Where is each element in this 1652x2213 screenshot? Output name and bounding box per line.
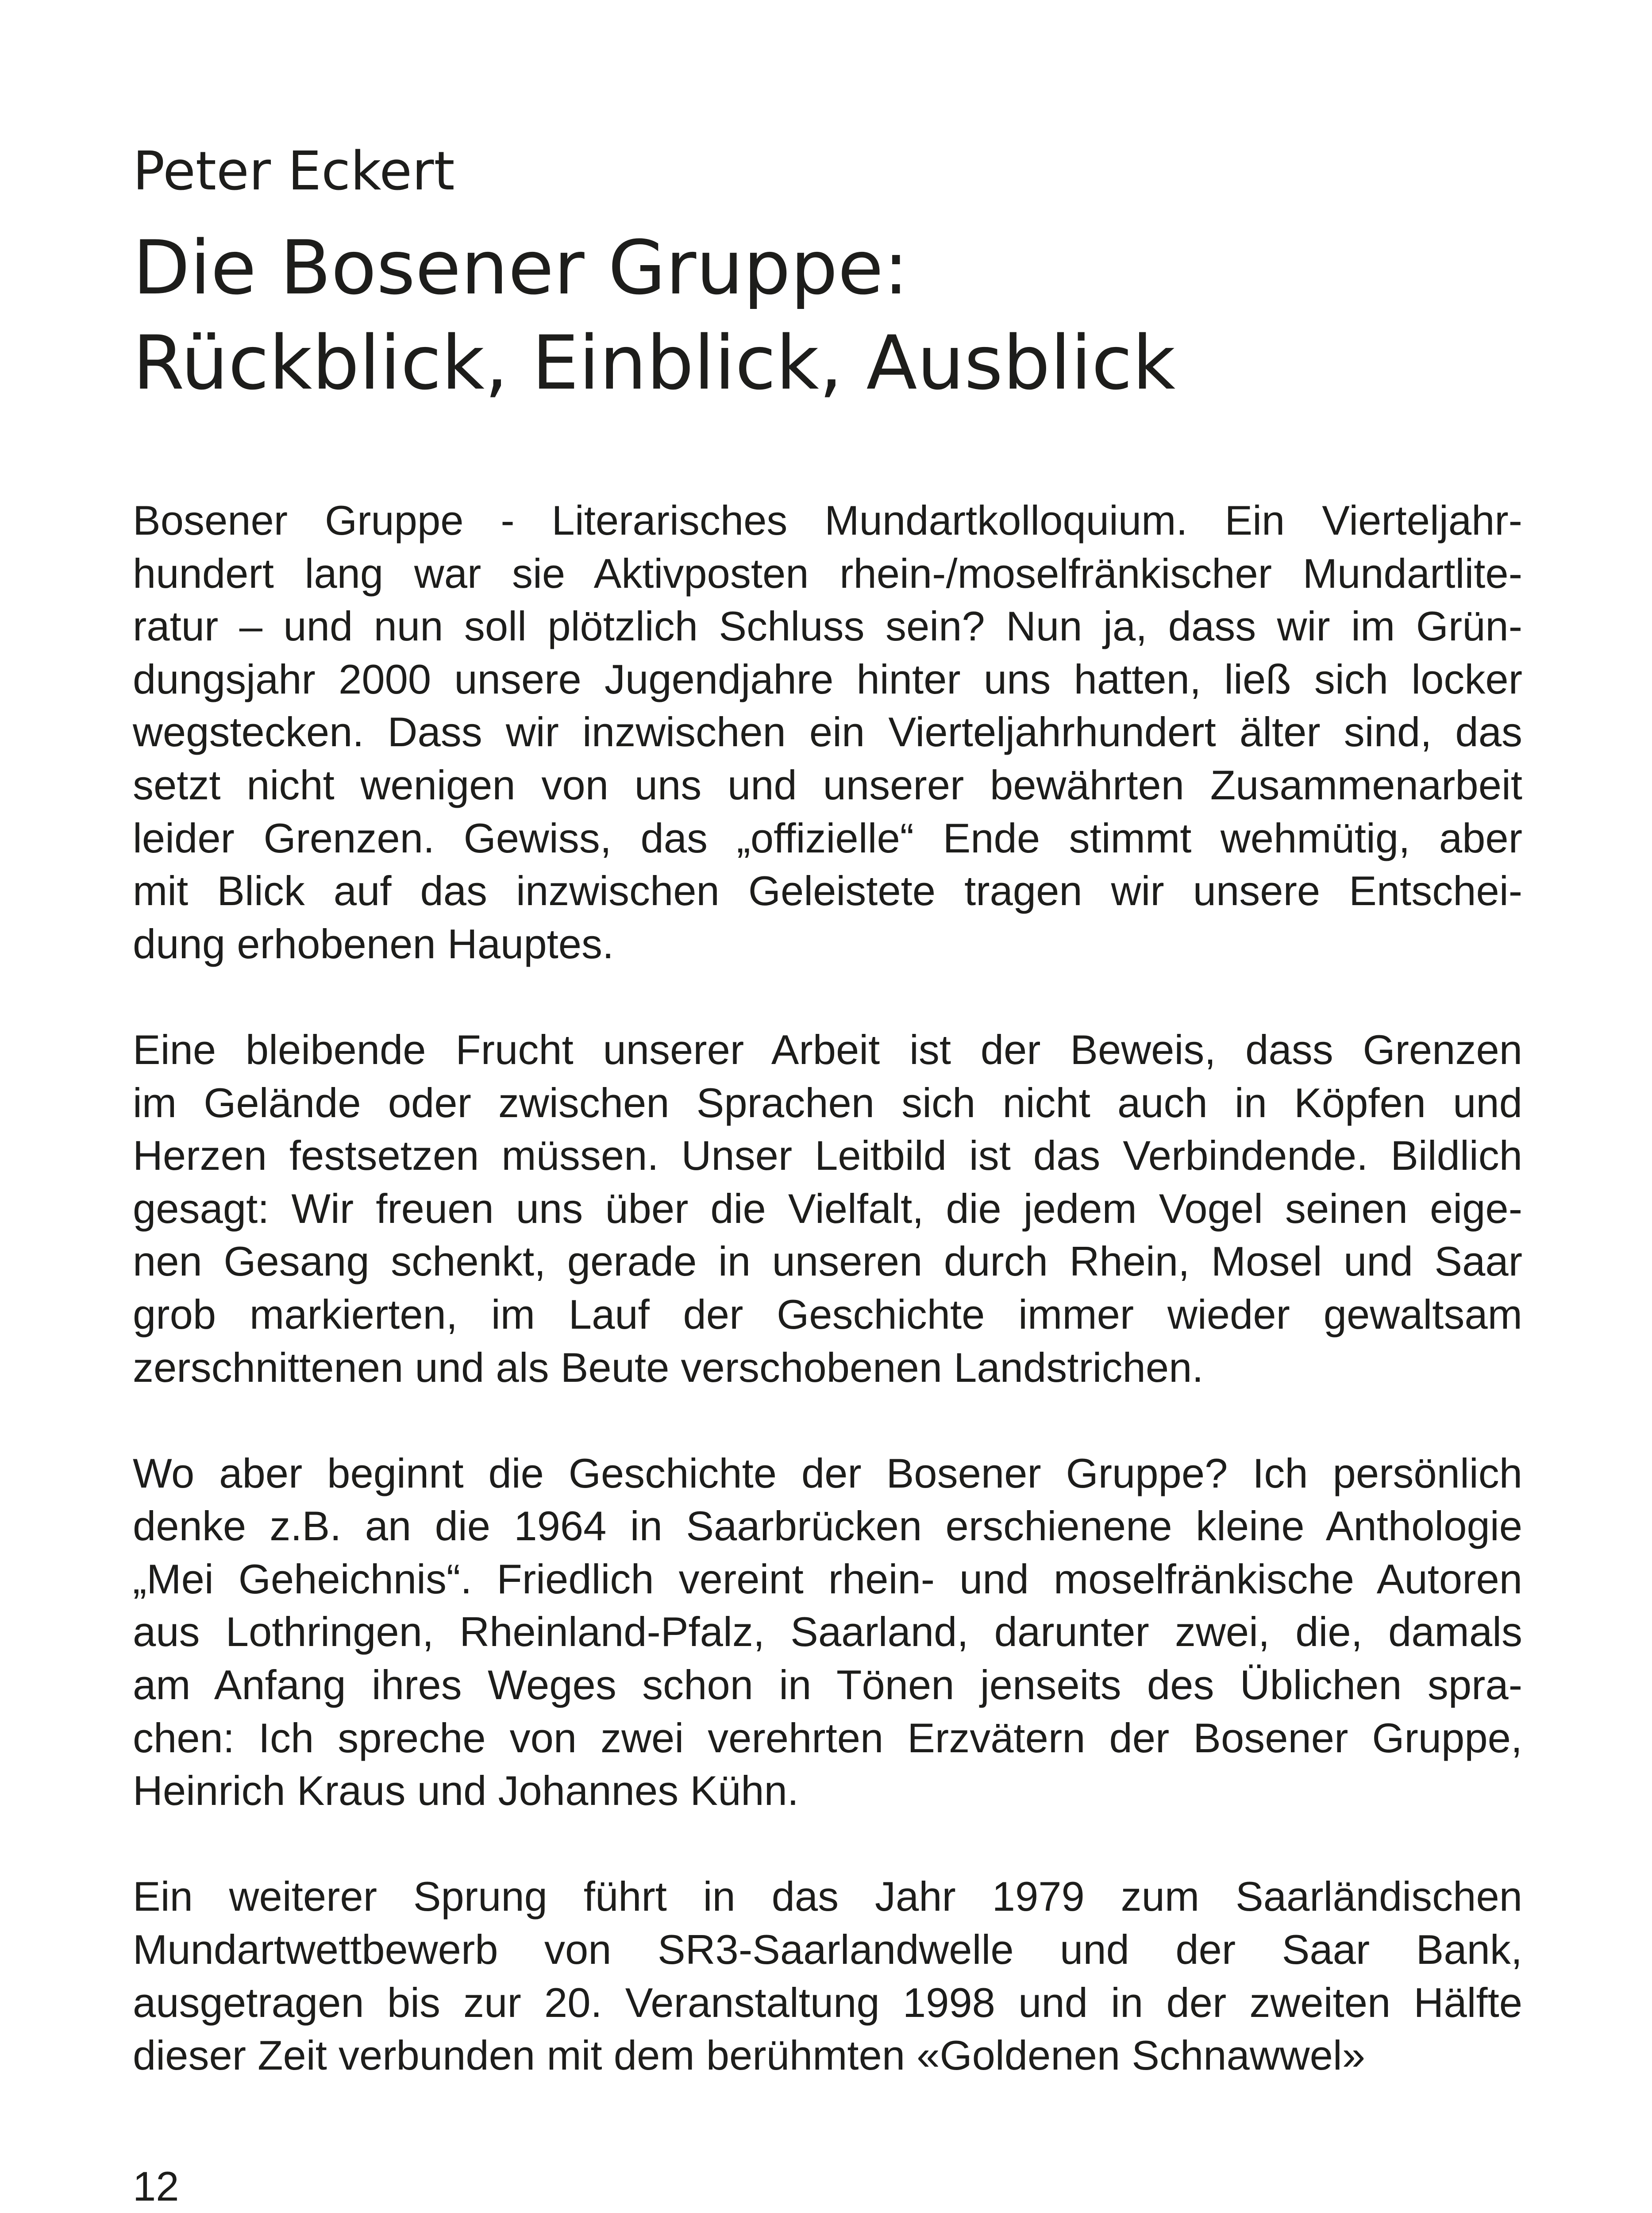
text-line: am Anfang ihres Weges schon in Tönen jenseits des Üblichen spra- [133, 1662, 1522, 1708]
chapter-title-line: Rückblick, Einblick, Ausblick [133, 320, 1176, 406]
text-line: Eine bleibende Frucht unserer Arbeit ist der Beweis, dass Grenzen [133, 1026, 1522, 1073]
text-line: ratur – und nun soll plötzlich Schluss sein? Nun ja, dass wir im Grün- [133, 603, 1522, 650]
text-line: leider Grenzen. Gewiss, das „offizielle“ Ende stimmt wehmütig, aber [133, 814, 1522, 861]
text-line: denke z.B. an die 1964 in Saarbrücken erschienene kleine Anthologie [133, 1503, 1522, 1550]
author-name: Peter Eckert [133, 141, 455, 202]
body-text [133, 494, 1522, 2135]
text-line: aus Lothringen, Rheinland-Pfalz, Saarland, darunter zwei, die, damals [133, 1608, 1522, 1655]
text-line: dung erhobenen Hauptes. [133, 920, 614, 967]
text-line: Mundartwettbewerb von SR3-Saarlandwelle und der Saar Bank, [133, 1926, 1522, 1973]
text-line: Ein weiterer Sprung führt in das Jahr 1979 zum Saarländischen [133, 1873, 1522, 1920]
text-line: wegstecken. Dass wir inzwischen ein Vierteljahrhundert älter sind, das [133, 709, 1522, 756]
text-line: „Mei Geheichnis“. Friedlich vereint rhein- und moselfränkische Autoren [133, 1555, 1522, 1602]
chapter-title-line: Die Bosener Gruppe: [133, 224, 909, 311]
text-line: im Gelände oder zwischen Sprachen sich nicht auch in Köpfen und [133, 1079, 1522, 1126]
text-line: hundert lang war sie Aktivposten rhein-/moselfränkischer Mundartlite- [133, 550, 1522, 597]
text-line: Heinrich Kraus und Johannes Kühn. [133, 1767, 799, 1814]
text-line: chen: Ich spreche von zwei verehrten Erzvätern der Bosener Gruppe, [133, 1714, 1522, 1761]
text-line: gesagt: Wir freuen uns über die Vielfalt, die jedem Vogel seinen eige- [133, 1185, 1522, 1232]
chapter-title [133, 220, 1522, 411]
text-line: dungsjahr 2000 unsere Jugendjahre hinter uns hatten, ließ sich locker [133, 655, 1522, 702]
text-line: Bosener Gruppe - Literarisches Mundartkolloquium. Ein Vierteljahr- [133, 497, 1522, 544]
text-line: setzt nicht wenigen von uns und unserer bewährten Zusammenarbeit [133, 761, 1522, 808]
paragraph-1 [133, 494, 1522, 970]
text-line: mit Blick auf das inzwischen Geleistete tragen wir unsere Entschei- [133, 867, 1522, 914]
page-number: 12 [133, 2163, 179, 2209]
paragraph-3 [133, 1447, 1522, 1817]
text-line: zerschnittenen und als Beute verschobenen Landstrichen. [133, 1344, 1204, 1391]
paragraph-2 [133, 1023, 1522, 1394]
text-line: Herzen festsetzen müssen. Unser Leitbild ist das Verbindende. Bildlich [133, 1132, 1522, 1179]
text-line: ausgetragen bis zur 20. Veranstaltung 1998 und in der zweiten Hälfte [133, 1979, 1522, 2026]
text-line: grob markierten, im Lauf der Geschichte immer wieder gewaltsam [133, 1291, 1522, 1338]
text-line: dieser Zeit verbunden mit dem berühmten «Goldenen Schnawwel» [133, 2032, 1366, 2079]
paragraph-4 [133, 1870, 1522, 2082]
text-line: Wo aber beginnt die Geschichte der Bosener Gruppe? Ich persönlich [133, 1450, 1522, 1496]
text-line: nen Gesang schenkt, gerade in unseren durch Rhein, Mosel und Saar [133, 1238, 1522, 1285]
